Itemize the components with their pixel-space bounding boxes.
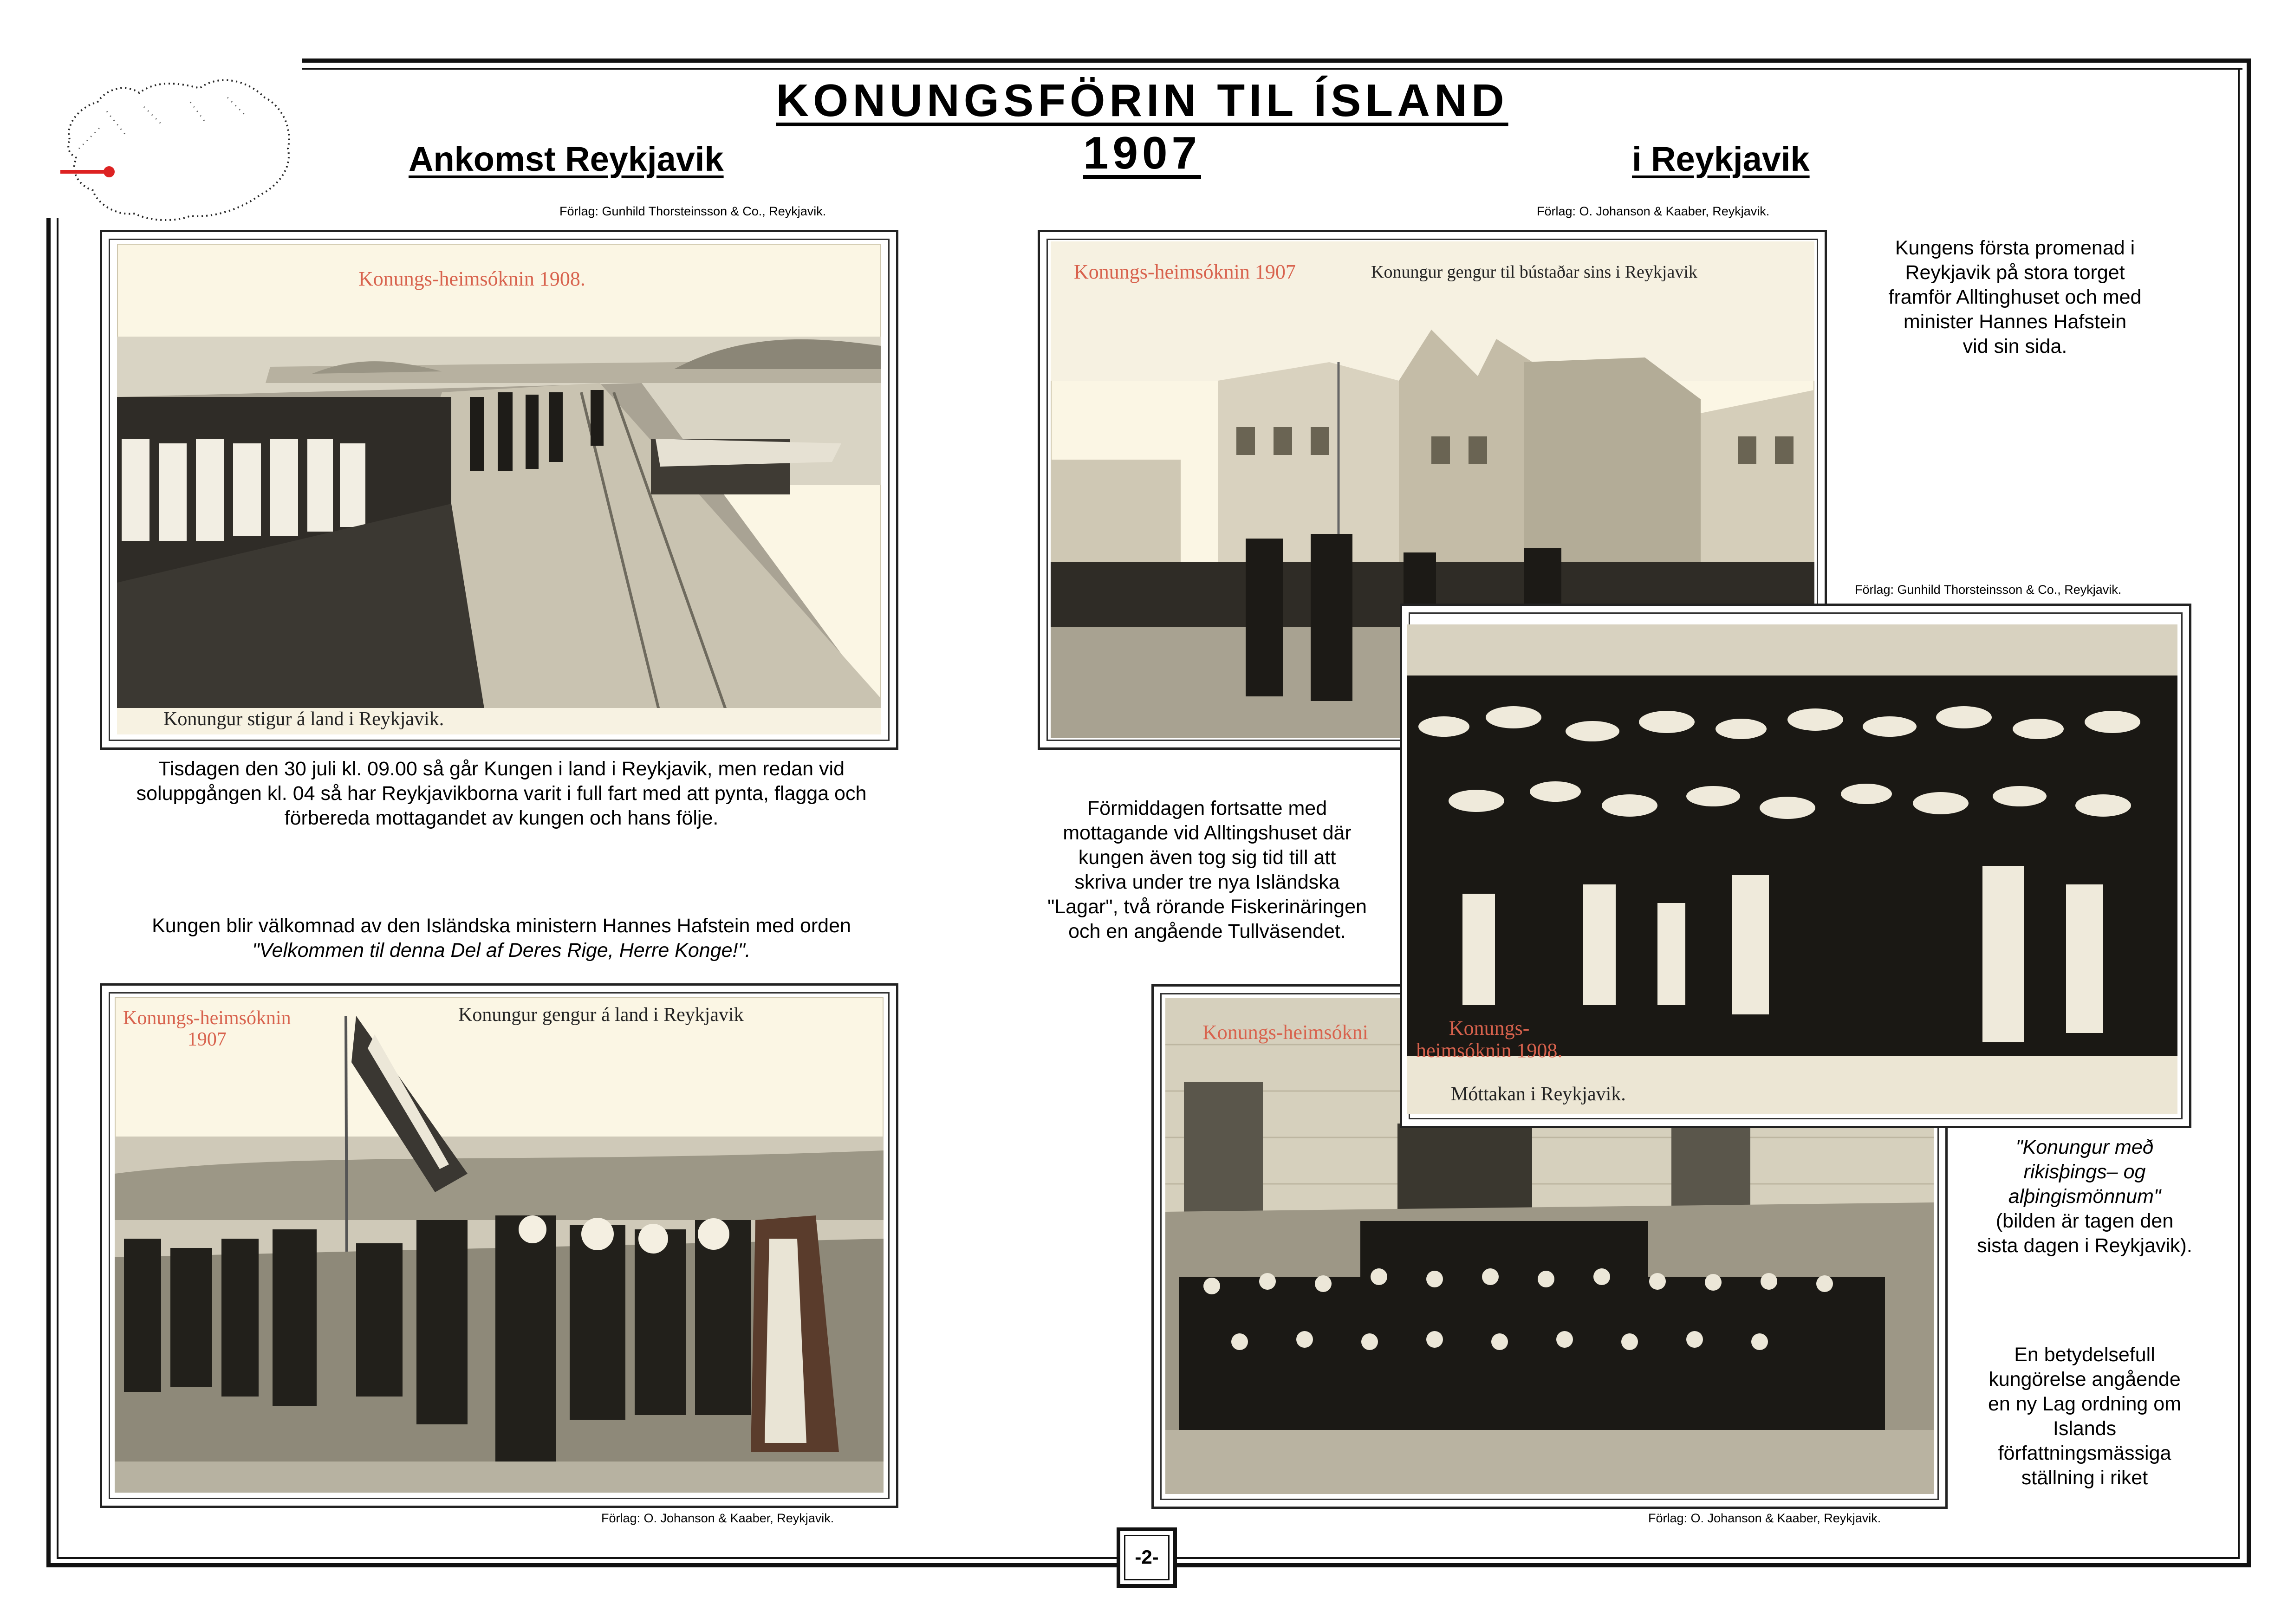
page-number: -2- (1135, 1546, 1159, 1568)
decree-description: En betydelsefull kungörelse angående en ny Lag ordning om Islands författningsmässiga ställning i riket (1988, 1344, 2181, 1489)
frame-top-rule (302, 58, 2251, 63)
publisher-label: Förlag: Gunhild Thorsteinsson & Co., Reykjavik. (1855, 583, 2122, 597)
pier-photo-image (117, 244, 881, 734)
publisher-label: Förlag: Gunhild Thorsteinsson & Co., Reykjavik. (559, 204, 826, 218)
publisher-label: Förlag: O. Johanson & Kaaber, Reykjavik. (1648, 1511, 1881, 1525)
landing-crowd-image (115, 997, 884, 1493)
page-title: KONUNGSFÖRIN TIL ÍSLAND 1907 (776, 75, 1508, 178)
postcard-title: Konungs-heimsóknin 1907 (1074, 260, 1296, 283)
page-number-box (1117, 1527, 1177, 1588)
publisher-label: Förlag: O. Johanson & Kaaber, Reykjavik. (1537, 204, 1770, 218)
postcard-caption: Konungur gengur á land i Reykjavik (458, 1004, 744, 1026)
heading-arrival: Ankomst Reykjavik (409, 140, 724, 178)
frame-left-rule (46, 218, 51, 1567)
postcard-king-landing (115, 997, 884, 1493)
frame-right-rule-thin (2238, 68, 2240, 1559)
publisher-label: Förlag: O. Johanson & Kaaber, Reykjavik. (601, 1511, 834, 1525)
postcard-caption: Konungur gengur til bústaðar sins i Reykjavik (1371, 262, 1697, 282)
postcard-title: Konungs-heimsóknin 1908. (358, 267, 585, 290)
forenoon-description: Förmiddagen fortsatte med mottagande vid Alltingshuset där kungen även tog sig tid till att skriva under tre nya Isländska "Lagar", två rörande Fiskerinäringen och en angående Tullväsendet. (1047, 797, 1367, 942)
postcard-reception (1407, 624, 2177, 1114)
postcard-caption: Konungur stigur á land i Reykjavik. (163, 708, 444, 730)
iceland-map (51, 56, 302, 232)
frame-top-rule-thin (302, 68, 2242, 70)
postcard-landing-pier (117, 244, 881, 734)
postcard-title: Konungs-heimsóknin 1907 (123, 1007, 291, 1050)
heading-in-reykjavik: i Reykjavik (1632, 140, 1810, 178)
postcard-title: Konungs-heimsókni (1202, 1021, 1368, 1044)
parliament-quote: "Konungur með rikisþings– og alþingismönnum" (bilden är tagen den sista dagen i Reykjavik). (1977, 1136, 2192, 1257)
iceland-map-icon (51, 56, 302, 232)
postcard-title: Konungs- heimsóknin 1908. (1416, 1017, 1563, 1062)
arrival-description: Tisdagen den 30 juli kl. 09.00 så går Kungen i land i Reykjavik, men redan vid soluppgången kl. 04 så har Reykjavikborna varit i full fart med att pynta, flagga och förbereda mottagandet av kungen och hans följe. (136, 758, 867, 829)
promenade-description: Kungens första promenad i Reykjavik på stora torget framför Alltinghuset och med minister Hannes Hafstein vid sin sida. (1888, 237, 2142, 357)
welcome-description: Kungen blir välkomnad av den Isländska ministern Hannes Hafstein med orden "Velkommen til denna Del af Deres Rige, Herre Konge!". (152, 915, 851, 961)
postcard-caption: Móttakan i Reykjavik. (1451, 1084, 1626, 1105)
frame-left-rule-thin (57, 218, 58, 1559)
